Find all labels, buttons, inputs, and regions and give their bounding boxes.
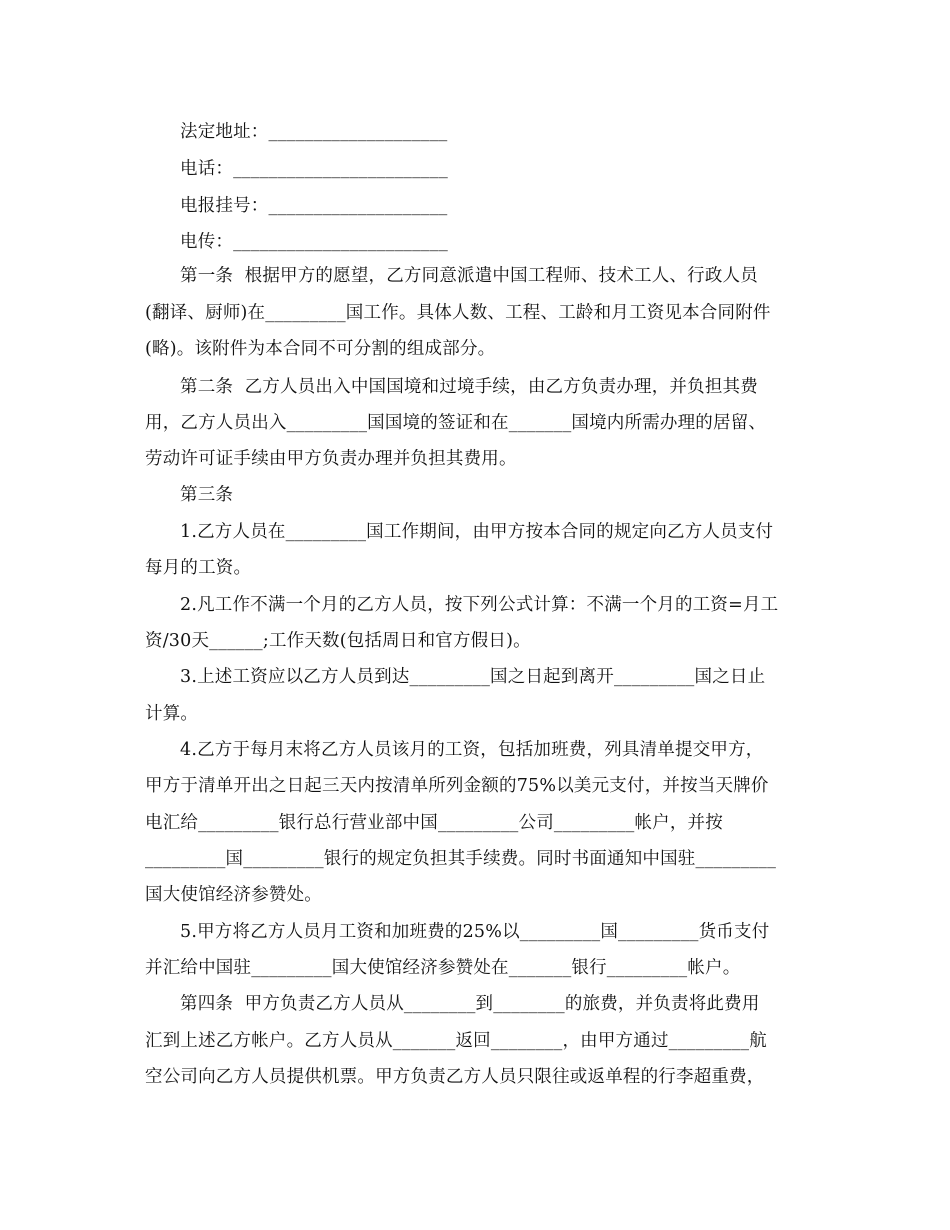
text-line: _________国_________银行的规定负担其手续费。同时书面通知中国驻_________ (145, 849, 777, 869)
text-line: 第二条 乙方人员出入中国国境和过境手续，由乙方负责办理，并负担其费 (180, 377, 758, 397)
text-line: 每月的工资。 (145, 558, 252, 578)
text-line: 1.乙方人员在_________国工作期间，由甲方按本合同的规定向乙方人员支付 (180, 522, 774, 542)
text-line: 2.凡工作不满一个月的乙方人员，按下列公式计算：不满一个月的工资=月工 (180, 595, 779, 615)
text-line: 计算。 (145, 704, 199, 724)
text-line: (翻译、厨师)在_________国工作。具体人数、工程、工龄和月工资见本合同附件 (145, 303, 771, 323)
text-line: 劳动许可证手续由甲方负责办理并负担其费用。 (145, 449, 517, 469)
text-line: 汇到上述乙方帐户。乙方人员从_______返回________，由甲方通过_________航 (145, 1031, 767, 1051)
text-line: 电报挂号：____________________ (180, 196, 448, 216)
text-line: 并汇给中国驻_________国大使馆经济参赞处在_______银行_________帐户。 (145, 958, 741, 978)
text-line: 电传：________________________ (180, 232, 448, 252)
text-line: 空公司向乙方人员提供机票。甲方负责乙方人员只限往或返单程的行李超重费， (145, 1067, 765, 1087)
text-line: 国大使馆经济参赞处。 (145, 885, 322, 905)
text-line: 第四条 甲方负责乙方人员从________到________的旅费，并负责将此费用 (180, 994, 760, 1014)
text-line: 法定地址：____________________ (180, 122, 448, 142)
text-line: 甲方于清单开出之日起三天内按清单所列金额的75%以美元支付，并按当天牌价 (145, 776, 769, 796)
text-line: 第三条 (180, 485, 234, 505)
text-line: 资/30天______;工作天数(包括周日和官方假日)。 (145, 631, 531, 651)
text-line: 5.甲方将乙方人员月工资和加班费的25%以_________国_________货币支付 (180, 922, 770, 942)
text-line: 电话：________________________ (180, 159, 448, 179)
text-line: 用，乙方人员出入_________国国境的签证和在_______国境内所需办理的居留、 (145, 413, 767, 433)
text-line: 电汇给_________银行总行营业部中国_________公司_________帐户，并按 (145, 813, 723, 833)
text-line: 3.上述工资应以乙方人员到达_________国之日起到离开_________国之日止 (180, 667, 766, 687)
text-line: 第一条 根据甲方的愿望，乙方同意派遣中国工程师、技术工人、行政人员 (180, 266, 758, 286)
text-line: (略)。该附件为本合同不可分割的组成部分。 (145, 339, 496, 359)
text-line: 4.乙方于每月末将乙方人员该月的工资，包括加班费，列具清单提交甲方， (180, 740, 764, 760)
